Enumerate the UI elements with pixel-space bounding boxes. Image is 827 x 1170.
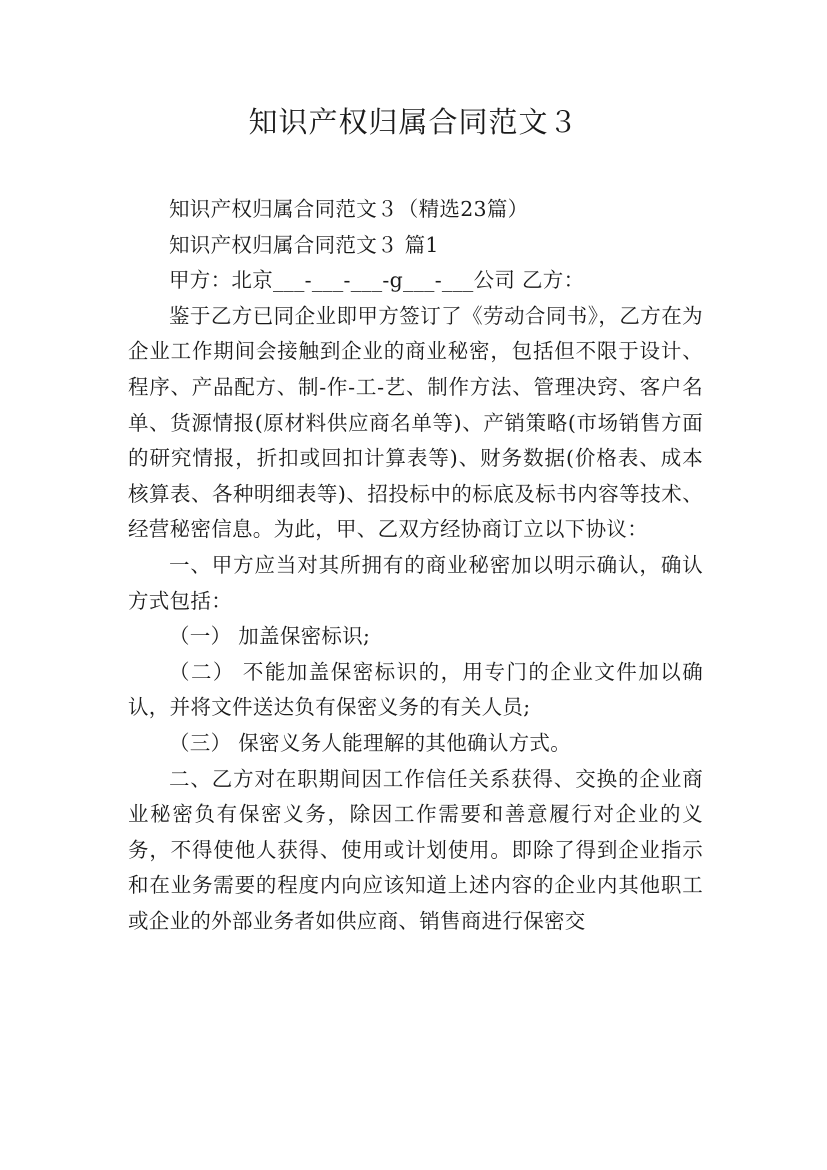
clause-one-item-2: （二） 不能加盖保密标识的，用专门的企业文件加以确认，并将文件送达负有保密义务的有关人员; xyxy=(128,659,703,720)
document-title: 知识产权归属合同范文３ xyxy=(248,105,579,139)
clause-one-item-3: （三） 保密义务人能理解的其他确认方式。 xyxy=(169,730,572,755)
clause-one-item-1: （一） 加盖保密标识; xyxy=(169,624,371,649)
clause-one: 一、甲方应当对其所拥有的商业秘密加以明示确认，确认方式包括： xyxy=(128,552,703,613)
subtitle-paragraph: 知识产权归属合同范文３（精选23篇） xyxy=(169,197,529,221)
document-body xyxy=(128,192,703,939)
parties-line: 甲方：北京___-___-___-g___-___公司 乙方： xyxy=(169,268,585,293)
preamble-paragraph: 鉴于乙方已同企业即甲方签订了《劳动合同书》，乙方在为企业工作期间会接触到企业的商业秘密，包括但不限于设计、程序、产品配方、制-作-工-艺、制作方法、管理决窍、客户名单、货源情报(原材料供应商名单等)、产销策略(市场销售方面的研究情报，折扣或回扣计算表等)、财务数据(价格表、成本核算表、各种明细表等)、招投标中的标底及标书内容等技术、经营秘密信息。为此，甲、乙双方经协商订立以下协议： xyxy=(128,303,703,542)
clause-two: 二、乙方对在职期间因工作信任关系获得、交换的企业商业秘密负有保密义务，除因工作需要和善意履行对企业的义务，不得使他人获得、使用或计划使用。即除了得到企业指示和在业务需要的程度内向应该知道上述内容的企业内其他职工或企业的外部业务者如供应商、销售商进行保密交 xyxy=(128,766,703,933)
section-heading: 知识产权归属合同范文３ 篇1 xyxy=(169,232,439,257)
